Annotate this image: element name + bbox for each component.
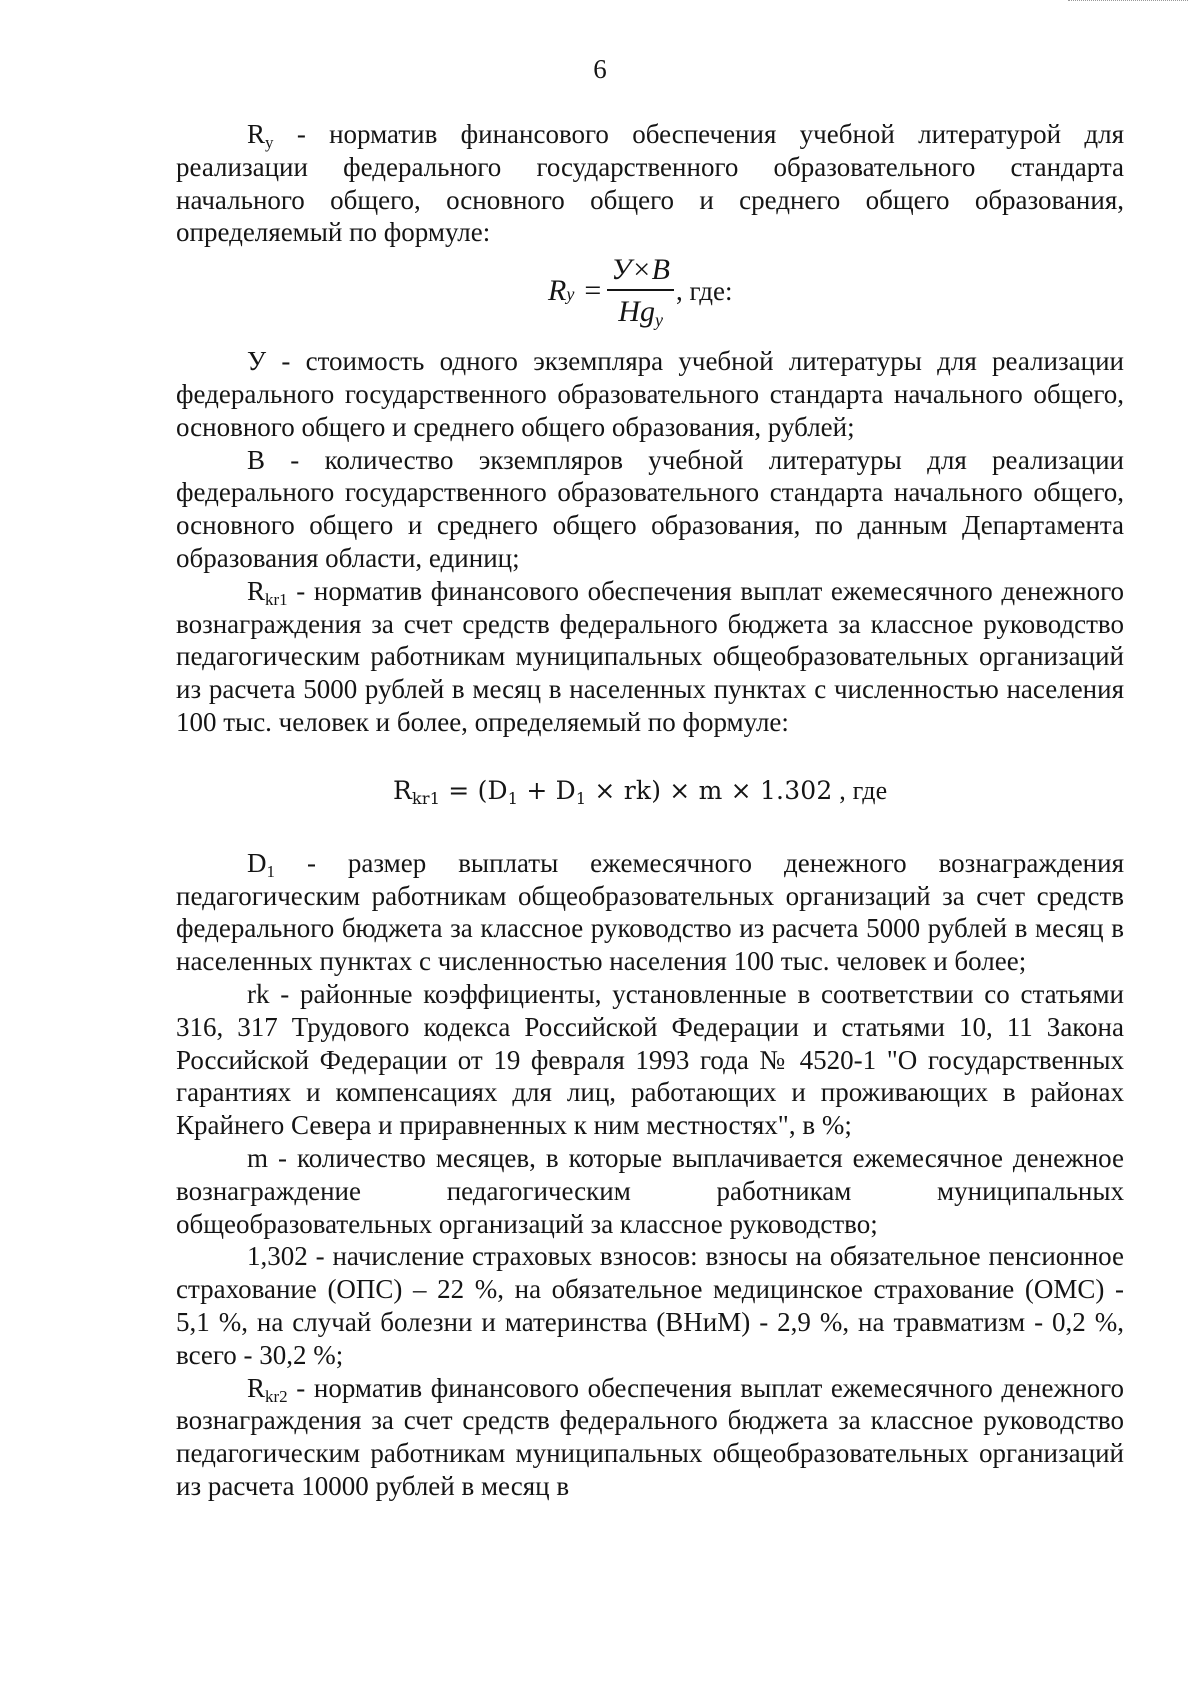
linear-formula (393, 775, 887, 808)
paragraph-rkr2 (176, 1372, 1124, 1503)
fraction-numerator: У×B (607, 255, 674, 291)
term-label: D (247, 847, 267, 878)
formula-subscript: 1 (575, 788, 587, 808)
paragraph-text: - норматив финансового обеспечения выплат ежемесячного денежного вознаграждения за счет средств федерального бюджета за классное руководство педагогическим работникам муниципальных общеобразовательных организаций из расчета 5000 рублей в месяц в населенных пунктах с численностью населения 100 тыс. человек и более, определяемый по формуле: (176, 575, 1124, 737)
formula-ry (176, 249, 1124, 345)
paragraph-m: m - количество месяцев, в которые выплачивается ежемесячное денежное вознаграждение педагогическим работникам муниципальных общеобразовательных организаций за классное руководство; (176, 1142, 1124, 1239)
fraction (607, 253, 674, 331)
term-subscript: 1 (266, 861, 275, 881)
document-body (176, 118, 1124, 1503)
denominator-subscript: у (654, 310, 663, 331)
formula-equals: = (584, 273, 602, 307)
paragraph-rkr1 (176, 575, 1124, 739)
paragraph-ry (176, 118, 1124, 249)
formula-subscript: 1 (507, 788, 519, 808)
paragraph-u: У - стоимость одного экземпляра учебной литературы для реализации федерального государственного образовательного стандарта начального общего, основного общего и среднего общего образования, рублей; (176, 346, 1124, 442)
paragraph-1302: 1,302 - начисление страховых взносов: взносы на обязательное пенсионное страхование (ОПС) – 22 %, на обязательное медицинское страхование (ОМС) - 5,1 %, на случай болезни и материнства (ВНиМ) - 2,9 %, на травматизм - 0,2 %, всего - 30,2 %; (176, 1241, 1124, 1370)
paragraph-b: В - количество экземпляров учебной литературы для реализации федерального государственного образовательного стандарта начального общего, основного общего и среднего общего образования, по данным Департамента образования области, единиц; (176, 444, 1124, 573)
paragraph-d1 (176, 847, 1124, 978)
term-subscript: kr1 (265, 589, 288, 609)
formula-tail: , где: (676, 275, 733, 306)
term-label: R (247, 119, 266, 149)
term-label: R (247, 1372, 266, 1403)
formula-lhs-subscript: kr1 (412, 788, 441, 808)
formula-rkr1 (176, 739, 1124, 847)
term-subscript: у (265, 133, 274, 152)
page-number: 6 (593, 54, 607, 84)
formula-lhs-symbol: R (548, 273, 567, 307)
paragraph-text: - размер выплаты ежемесячного денежного вознаграждения педагогическим работникам общеобразовательных организаций за счет средств федерального бюджета за классное руководство из расчета 5000 рублей в месяц в населенных пунктах с численностью населения 100 тыс. человек и более; (176, 847, 1124, 977)
term-subscript: kr2 (265, 1386, 288, 1406)
denominator-main: Hg (618, 295, 655, 329)
formula-part: + D (518, 775, 576, 805)
paragraph-rk: rk - районные коэффициенты, установленные в соответствии со статьями 316, 317 Трудового кодекса Российской Федерации и статьями 10, 11 Закона Российской Федерации от 19 февраля 1993 года № 4520-1 "О государственных гарантиях и компенсациях для лиц, работающих и проживающих в районах Крайнего Севера и приравненных к ним местностях", в %; (176, 978, 1124, 1141)
formula-lhs-symbol: R (393, 775, 413, 805)
paragraph-text: - норматив финансового обеспечения выплат ежемесячного денежного вознаграждения за счет средств федерального бюджета за классное руководство педагогическим работникам муниципальных общеобразовательных организаций из расчета 10000 рублей в месяц в (176, 1372, 1124, 1501)
fraction-denominator (618, 291, 663, 331)
term-label: R (247, 575, 266, 606)
formula-tail: , где (832, 775, 888, 805)
scan-edge-mark (1068, 0, 1188, 7)
formula-lhs: R у (548, 273, 575, 307)
fraction-formula (548, 253, 733, 331)
formula-part: × rk) × m × 1.302 (586, 775, 833, 805)
paragraph-text: - норматив финансового обеспечения учебной литературой для реализации федерального государственного образовательного стандарта начального общего, основного общего и среднего общего образования, определяемый по формуле: (176, 119, 1124, 248)
formula-part: = (D (440, 775, 508, 805)
